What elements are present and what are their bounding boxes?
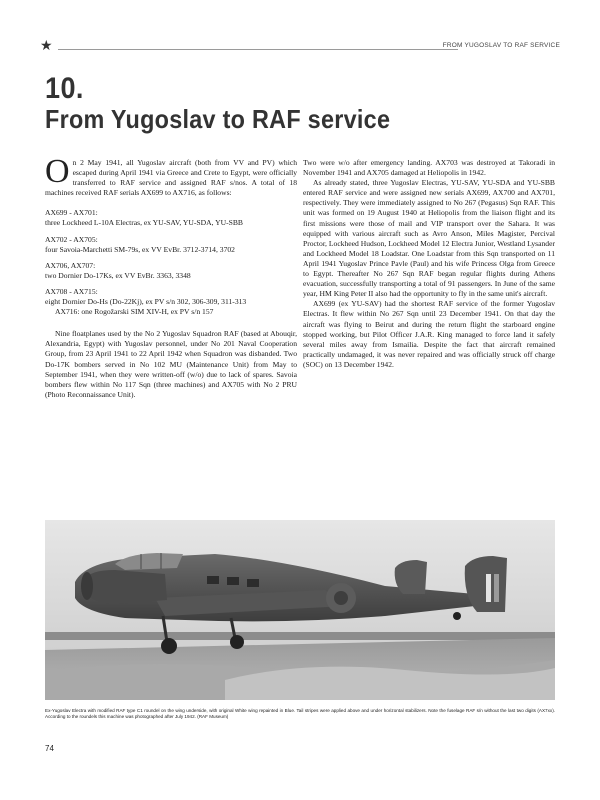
chapter-number: 10. (45, 72, 84, 105)
paragraph-electras: As already stated, three Yugoslav Electras, YU-SAV, YU-SDA and YU-SBB entered RAF service and were assigned new serials AX699, AX700 and AX701, respectively. They were immediately assigned to No 267 (Pegasus) Sqn RAF. This unit was formed on 19 August 1940 at Heliopolis from the liaison flight and its first missions were those of mail and VIP transport over the Sahara. It was equipped with various aircraft such as Avro Anson, Miles Magister, Percival Proctor, Lockheed Hudson, Lockheed Model 12 Electra Junior, Westland Lysander and Lockheed Model 18 Loadstar. One Loadstar from this Sqn transported on 11 April 1941 Yugoslav Prince Pavle (Paul) and his wife Princess Olga from Greece to Egypt. Thereafter No 267 Sqn RAF began regular flights during Athens evacuation, successfully transporting a total of 91 passengers. In June of the same year, HM King Peter II also had the opportunity to fly in the same unit's aircraft. (303, 178, 555, 299)
list-item (45, 287, 297, 317)
serial-list (45, 208, 297, 317)
header-rule (58, 49, 458, 50)
list-item-head: AX708 - AX715: (45, 286, 98, 296)
list-item-head: AX702 - AX705: (45, 234, 98, 244)
paragraph-floatplanes: Nine floatplanes used by the No 2 Yugoslav Squadron RAF (based at Abouqir, Alexandria, Egypt) with Yugoslav personnel, under No 201 Naval Cooperation Group, from 23 April 1941 to 22 April 1942 when Squadron was disbanded. Two Do-17K bombers served in No 102 MU (Maintenance Unit) from May to September 1941, when they were written-off (w/o) due to lack of spares. Savoia bombers flew within No 117 Sqn (three machines) and AX705 with No 2 PRU (Photo Reconnaissance Unit). (45, 329, 297, 399)
list-item-body: eight Dornier Do-Hs (Do-22Kj), ex PV s/n 302, 306-309, 311-313 (45, 297, 247, 307)
page-number: 74 (45, 744, 54, 753)
paragraph-writeoffs: Two were w/o after emergency landing. AX703 was destroyed at Takoradi in November 1941 and AX705 damaged at Heliopolis in 1942. (303, 158, 555, 178)
running-title: FROM YUGOSLAV TO RAF SERVICE (442, 42, 560, 49)
paragraph-ax699: AX699 (ex YU-SAV) had the shortest RAF service of the former Yugoslav Electras. It flew within No 267 Sqn until 23 December 1941. On that day the aircraft was flying to Beirut and during the return flight the starboard engine stopped working, but Pilot Officer J.A.R. King managed to force land it safely several miles away from Ismailia. Despite the fact that aircraft remained practically undamaged, it was never repaired and was officially struck off charge (SOC) on 13 December 1942. (303, 299, 555, 369)
intro-text: n 2 May 1941, all Yugoslav aircraft (both from VV and PV) which escaped during April 1941 via Greece and Crete to Egypt, were officially transferred to RAF service and assigned RAF s/nos. A total of 18 machines received RAF serials AX699 to AX716, as follows: (45, 158, 297, 198)
list-item-body: three Lockheed L-10A Electras, ex YU-SAV, YU-SDA, YU-SBB (45, 218, 243, 228)
list-item-body: two Dornier Do-17Ks, ex VV EvBr. 3363, 3348 (45, 270, 191, 280)
list-item-body: four Savoia-Marchetti SM-79s, ex VV EvBr. 3712-3714, 3702 (45, 244, 235, 254)
photo-caption: Ex-Yugoslav Electra with modified RAF type C1 roundel on the wing underside, with original White wing repainted in Blue. Tail stripes were applied above and under horizontal stabilizers. Note the fuselage RAF s/n without the last two digits (AX7xx). According to the roundels this machine was photographed after July 1942. (RAF Museum) (45, 708, 555, 719)
list-item (45, 235, 297, 255)
chapter-title: From Yugoslav to RAF service (45, 104, 391, 134)
list-item-last: AX716: one Rogožarski SIM XIV-H, ex PV s/n 157 (55, 307, 214, 317)
list-item (45, 261, 297, 281)
star-icon: ★ (40, 38, 53, 54)
drop-cap: O (45, 153, 70, 190)
list-item (45, 208, 297, 228)
left-column (45, 153, 297, 400)
aircraft-photo (45, 520, 555, 700)
list-item-head: AX699 - AX701: (45, 208, 98, 218)
list-item-head: AX706, AX707: (45, 260, 96, 270)
intro-paragraph (45, 153, 297, 198)
running-header (40, 40, 560, 56)
right-column (303, 158, 555, 370)
electra-photo-illustration (45, 520, 555, 700)
